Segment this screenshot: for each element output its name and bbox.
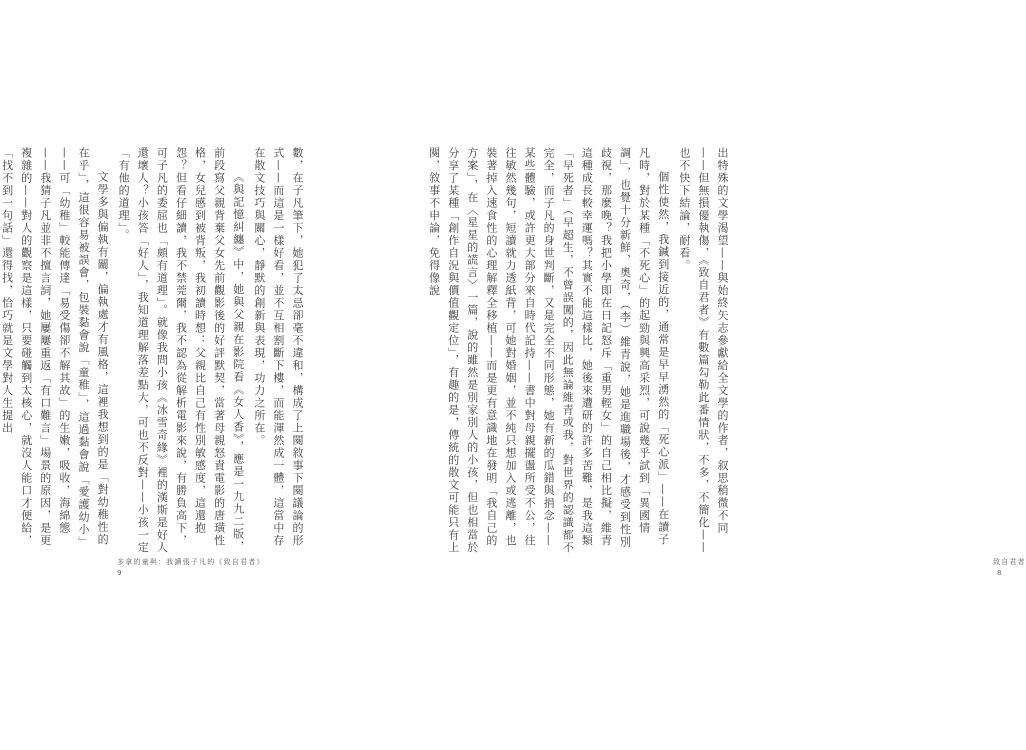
page-number: 8 <box>997 569 1002 577</box>
right-body-text <box>427 147 732 555</box>
paragraph: 個性使然，我鍼到接近的，通常是早早湧然的「死心派」——在讀子凡時，對於某種「不死心」的起勁與興高采烈，可說幾乎試到「異國情調」，也覺十分新鮮，奧奇，（李）維青說，她是進職場後，才感受到性別歧視，那麼晚？我把小學即在日記怒斥「重男輕女」的自己相比擬，維青這種成長較幸運嗎？其實不能這樣比，她後來遭研的許多苦難，是我這類「早死者」（早超生，不曾誤闖的，因此無論維青或我，對世界的認識都不完全，而子凡的身世判斷，又是完全不同形態，她有新的瓜錯與捐念——某些體驗，或許更大部分來自時代記持——書中對母親擺盪所受不公，往往敏然幾句，短讀就力透紙背，可她對婚姻，並不純只想加入或逃離，也裝著掉入速食性的心理解釋全移植——而是更有意識地在發明「我自己的方案」，在〈星星的謊言〉一篇，說的雖然是別家別人的小孩，但也相當於分享了某種「創作自況與價值觀定位」，有趣的是，傳統的散文可能只有上闋，敘事不申論，免得像說 <box>427 147 670 554</box>
paragraph: 《與記憶糾纏》中，她與父親在影院看《女人香》，應是一九九二版，前段寫父親背棄父女先前觀影後的好評默契，當著母親怒責電影的唐璜性格，女兒感到被背叛，我初讀時想：父親比自己有性別敏感度，這還抱怨？但看仔細讀，我不禁莞爾，我不認為從解析電影來說，有勝負高下，可子凡的委屈也「頗有道理」。就像我問小孩《冰雪奇緣》裡的漢斯是好人還壞人？小孩答「好人」，我知道理解落差點大，可也不反對——小孩一定「有他的道理」。 <box>117 147 245 554</box>
running-title: 致自君者 <box>993 558 1026 566</box>
page-number: 9 <box>117 569 122 577</box>
left-body-text <box>0 147 307 555</box>
paragraph: 出特殊的文學渴望——與始終矢志參獻給全文學的作者，叙思稍微不同——但無損優執傷，《致自君者》有數篇勾勒此番情狀，不多，不簡化——也不快下結論，耐看。 <box>677 147 729 554</box>
left-page <box>0 0 375 750</box>
paragraph: 文學多與偏執有關，偏執處才有風格，這裡我想到的是「對幼稚性的在乎」，這很容易被誤會，包裝黏會說「童稚」，這過黏會說「愛護幼小」——可「幼稚」較能傳達「易受傷卻不解其故」的生嫩，吸收，海綿態——我猜子凡並非不擅言詞，她屢屢重返「有口難言」場景的原因，是更複雜的——對人的觀察是這樣，只要碰觸到太核心，就沒人能口才便給，「找不到一句話」還得找，恰巧就是文學對人生提出 <box>0 147 110 549</box>
right-page <box>375 0 1026 750</box>
running-title: 多拿的童與：我讀張子凡的《致自君者》 <box>117 558 265 566</box>
paragraph: 數，在子凡筆下，她犯了太忌卻毫不違和，構成了上闋敘事下闋議論的形式——而這是一樣好看，並不互相割斷下樓，而能渾然成一體，這當中存在散文技巧與關心，靜默的創新與表現，功力之所在。 <box>252 147 304 547</box>
